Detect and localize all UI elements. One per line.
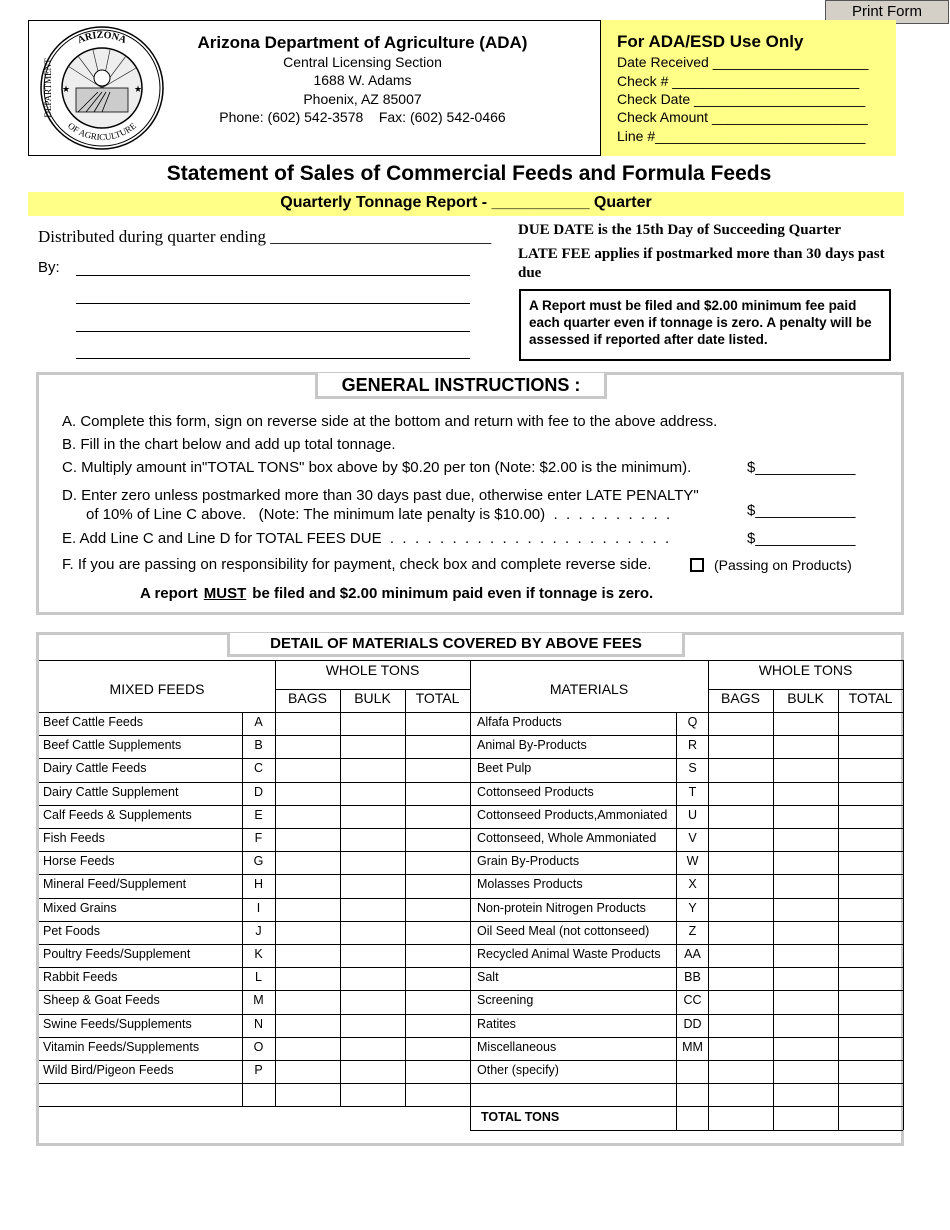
- material-code: V: [688, 831, 697, 845]
- seal-star-icon: ★: [134, 84, 143, 94]
- by-line[interactable]: [76, 331, 470, 332]
- tonnage-input[interactable]: [774, 736, 837, 757]
- mixed-feed-name: Rabbit Feeds: [43, 970, 118, 985]
- mixed-feed-code: E: [254, 807, 263, 822]
- tonnage-input[interactable]: [839, 806, 902, 827]
- material-name: Molasses Products: [477, 877, 583, 892]
- mixed-feed-code: C: [253, 761, 264, 776]
- tonnage-input[interactable]: [406, 991, 469, 1012]
- tonnage-input[interactable]: [709, 736, 772, 757]
- tonnage-input[interactable]: [276, 1061, 339, 1082]
- tonnage-input[interactable]: [774, 922, 837, 943]
- mixed-feed-code: P: [254, 1063, 263, 1077]
- tonnage-input[interactable]: [774, 945, 837, 966]
- tonnage-input[interactable]: [839, 1084, 902, 1105]
- mixed-feed-code: M: [253, 993, 264, 1008]
- by-line[interactable]: [76, 303, 470, 304]
- tonnage-input[interactable]: [774, 1061, 837, 1082]
- material-code: U: [687, 807, 698, 822]
- tonnage-input[interactable]: [709, 713, 772, 734]
- ada-check-number: Check # ________________________: [617, 73, 860, 89]
- tonnage-input[interactable]: [341, 968, 404, 989]
- minimum-fee-notice: A Report must be filed and $2.00 minimum fee paid each quarter even if tonnage is zero. A penalty will be assessed if reported after date listed.: [519, 289, 891, 361]
- tonnage-input[interactable]: [276, 875, 339, 896]
- tonnage-input[interactable]: [709, 783, 772, 804]
- tonnage-input[interactable]: [406, 1038, 469, 1059]
- ada-check-amount: Check Amount ____________________: [617, 109, 868, 125]
- material-name: Beet Pulp: [477, 761, 532, 776]
- tonnage-input[interactable]: [839, 968, 902, 989]
- detail-table-title: DETAIL OF MATERIALS COVERED BY ABOVE FEES: [227, 633, 685, 657]
- tonnage-input[interactable]: [839, 1015, 902, 1036]
- tonnage-input[interactable]: [276, 899, 339, 920]
- total-tons-input[interactable]: [774, 1107, 837, 1128]
- material-name: Animal By-Products: [477, 738, 587, 753]
- mixed-feed-name: Horse Feeds: [43, 854, 115, 869]
- grid-line: [708, 660, 709, 1130]
- mixed-feed-code: F: [254, 831, 263, 845]
- material-name: Cottonseed Products: [477, 784, 594, 799]
- grid-line: [39, 660, 903, 661]
- material-name: Screening: [477, 993, 534, 1008]
- mixed-feed-name: Pet Foods: [43, 923, 100, 938]
- material-code: BB: [684, 970, 701, 985]
- material-code: CC: [683, 993, 702, 1008]
- tonnage-input[interactable]: [276, 1038, 339, 1059]
- tonnage-input[interactable]: [839, 783, 902, 804]
- mixed-feed-code: O: [253, 1039, 264, 1054]
- mixed-feed-name: Dairy Cattle Supplement: [43, 784, 179, 799]
- seal-left-text: DEPARTMENT: [43, 58, 53, 118]
- tonnage-input[interactable]: [406, 968, 469, 989]
- tonnage-input[interactable]: [839, 899, 902, 920]
- tonnage-input[interactable]: [839, 759, 902, 780]
- mixed-feed-code: D: [253, 784, 264, 799]
- mixed-feed-code: B: [254, 738, 263, 753]
- bags-header-left: BAGS: [288, 690, 327, 706]
- material-name: Non-protein Nitrogen Products: [477, 900, 646, 915]
- grid-line: [275, 660, 276, 1106]
- mixed-feed-name: Wild Bird/Pigeon Feeds: [43, 1063, 174, 1077]
- line-d-amount[interactable]: $____________: [747, 502, 856, 519]
- tonnage-input[interactable]: [276, 759, 339, 780]
- tonnage-input[interactable]: [406, 922, 469, 943]
- tonnage-input[interactable]: [774, 968, 837, 989]
- grid-line: [275, 689, 470, 690]
- instruction-c: C. Multiply amount in"TOTAL TONS" box above by $0.20 per ton (Note: $2.00 is the minimum).: [62, 459, 692, 476]
- material-code: S: [688, 761, 697, 776]
- ada-check-date: Check Date ______________________: [617, 91, 866, 107]
- tonnage-input[interactable]: [709, 852, 772, 873]
- instruction-a: A. Complete this form, sign on reverse side at the bottom and return with fee to the above address.: [62, 413, 718, 430]
- material-code: AA: [684, 947, 701, 961]
- material-name: Miscellaneous: [477, 1039, 557, 1054]
- tonnage-input[interactable]: [709, 968, 772, 989]
- tonnage-input[interactable]: [774, 713, 837, 734]
- tonnage-input[interactable]: [839, 945, 902, 966]
- mixed-feed-name: Dairy Cattle Feeds: [43, 761, 147, 776]
- tonnage-input[interactable]: [406, 1015, 469, 1036]
- mixed-feed-code: I: [256, 900, 261, 915]
- mixed-feed-code: N: [253, 1016, 264, 1031]
- grid-line: [676, 712, 677, 1130]
- mixed-feed-code: A: [254, 715, 263, 729]
- passing-on-products-label: (Passing on Products): [714, 557, 852, 573]
- tonnage-input[interactable]: [276, 991, 339, 1012]
- tonnage-input[interactable]: [406, 899, 469, 920]
- total-tons-input[interactable]: [709, 1107, 772, 1128]
- tonnage-input[interactable]: [276, 829, 339, 850]
- tonnage-input[interactable]: [406, 783, 469, 804]
- tonnage-input[interactable]: [341, 759, 404, 780]
- passing-on-products-checkbox[interactable]: [690, 558, 704, 572]
- material-code: DD: [683, 1016, 702, 1031]
- tonnage-input[interactable]: [839, 991, 902, 1012]
- tonnage-input[interactable]: [341, 852, 404, 873]
- tonnage-input[interactable]: [341, 922, 404, 943]
- tonnage-input[interactable]: [774, 875, 837, 896]
- tonnage-input[interactable]: [341, 736, 404, 757]
- must-word: MUST: [203, 585, 247, 602]
- tonnage-input[interactable]: [276, 945, 339, 966]
- tonnage-input[interactable]: [276, 922, 339, 943]
- tonnage-input[interactable]: [341, 875, 404, 896]
- material-code: Y: [688, 900, 697, 915]
- tonnage-input[interactable]: [774, 806, 837, 827]
- tonnage-input[interactable]: [709, 922, 772, 943]
- must-file-notice: [140, 585, 653, 602]
- mixed-feeds-header: MIXED FEEDS: [109, 681, 205, 697]
- material-name: Salt: [477, 970, 499, 985]
- mixed-feed-name: Swine Feeds/Supplements: [43, 1016, 192, 1031]
- tonnage-input[interactable]: [276, 1084, 339, 1105]
- tonnage-input[interactable]: [839, 875, 902, 896]
- tonnage-input[interactable]: [276, 968, 339, 989]
- mixed-feed-name: Calf Feeds & Supplements: [43, 807, 192, 822]
- tonnage-input[interactable]: [341, 1015, 404, 1036]
- instruction-d: D. Enter zero unless postmarked more than 30 days past due, otherwise enter LATE PENALTY": [62, 487, 699, 504]
- tonnage-input[interactable]: [774, 991, 837, 1012]
- tonnage-input[interactable]: [839, 829, 902, 850]
- instructions-title: GENERAL INSTRUCTIONS :: [315, 373, 607, 399]
- mixed-feed-name: Fish Feeds: [43, 831, 105, 845]
- grid-line: [470, 660, 471, 1130]
- tonnage-input[interactable]: [774, 1015, 837, 1036]
- print-form-button[interactable]: Print Form: [825, 0, 949, 24]
- tonnage-input[interactable]: [406, 829, 469, 850]
- by-line[interactable]: [76, 358, 470, 359]
- tonnage-input[interactable]: [774, 852, 837, 873]
- tonnage-input[interactable]: [406, 875, 469, 896]
- tonnage-input[interactable]: [839, 922, 902, 943]
- mixed-feed-name: Mixed Grains: [43, 900, 117, 915]
- grid-line: [708, 689, 903, 690]
- seal-icon: [38, 26, 166, 150]
- tonnage-input[interactable]: [341, 806, 404, 827]
- grid-line: [773, 689, 774, 1130]
- tonnage-input[interactable]: [406, 713, 469, 734]
- bulk-header-left: BULK: [354, 690, 391, 706]
- tonnage-input[interactable]: [276, 806, 339, 827]
- material-name: Recycled Animal Waste Products: [477, 947, 661, 961]
- tonnage-input[interactable]: [774, 1084, 837, 1105]
- seal-bottom-text: OF AGRICULTURE: [65, 120, 139, 143]
- tonnage-input[interactable]: [774, 899, 837, 920]
- grid-line: [838, 689, 839, 1130]
- tonnage-input[interactable]: [341, 1084, 404, 1105]
- tonnage-input[interactable]: [341, 899, 404, 920]
- due-date-note: DUE DATE is the 15th Day of Succeeding Quarter: [518, 222, 842, 238]
- tonnage-input[interactable]: [709, 829, 772, 850]
- ada-line-number: Line #___________________________: [617, 128, 866, 144]
- material-code: X: [688, 877, 697, 892]
- tonnage-input[interactable]: [839, 852, 902, 873]
- grid-line: [903, 660, 904, 1130]
- tonnage-input[interactable]: [709, 945, 772, 966]
- tonnage-input[interactable]: [276, 1015, 339, 1036]
- tonnage-input[interactable]: [341, 945, 404, 966]
- material-name: Other (specify): [477, 1063, 559, 1077]
- tonnage-input[interactable]: [341, 1061, 404, 1082]
- material-code: T: [688, 784, 697, 799]
- tonnage-input[interactable]: [709, 1015, 772, 1036]
- material-code: Q: [687, 715, 698, 729]
- agency-name: Arizona Department of Agriculture (ADA): [197, 33, 528, 52]
- whole-tons-header-right: WHOLE TONS: [758, 662, 853, 678]
- agency-street: 1688 W. Adams: [313, 72, 412, 88]
- tonnage-input[interactable]: [709, 1084, 772, 1105]
- distributed-quarter-field[interactable]: Distributed during quarter ending __________________________: [38, 227, 492, 246]
- tonnage-input[interactable]: [276, 852, 339, 873]
- tonnage-input[interactable]: [406, 1061, 469, 1082]
- mixed-feed-code: J: [255, 923, 262, 938]
- tonnage-input[interactable]: [406, 736, 469, 757]
- material-name: Cottonseed, Whole Ammoniated: [477, 831, 657, 845]
- tonnage-input[interactable]: [276, 736, 339, 757]
- mixed-feed-name: Vitamin Feeds/Supplements: [43, 1039, 200, 1054]
- grid-line: [470, 1130, 903, 1131]
- mixed-feed-code: G: [253, 854, 264, 869]
- must-after: be filed and $2.00 minimum paid even if tonnage is zero.: [252, 585, 654, 602]
- tonnage-input[interactable]: [774, 783, 837, 804]
- tonnage-input[interactable]: [276, 783, 339, 804]
- late-fee-note: LATE FEE applies if postmarked more than 30 days past due: [518, 246, 885, 281]
- instruction-b: B. Fill in the chart below and add up total tonnage.: [62, 436, 396, 453]
- tonnage-input[interactable]: [709, 991, 772, 1012]
- line-c-amount[interactable]: $____________: [747, 459, 856, 476]
- tonnage-input[interactable]: [839, 713, 902, 734]
- instruction-e: E. Add Line C and Line D for TOTAL FEES DUE . . . . . . . . . . . . . . . . . . . . . . .: [62, 530, 670, 547]
- material-code: Z: [688, 923, 697, 938]
- mixed-feed-name: Mineral Feed/Supplement: [43, 877, 187, 892]
- tonnage-input[interactable]: [406, 852, 469, 873]
- tonnage-input[interactable]: [276, 713, 339, 734]
- tonnage-input[interactable]: [341, 991, 404, 1012]
- tonnage-input[interactable]: [774, 829, 837, 850]
- mixed-feed-name: Beef Cattle Supplements: [43, 738, 182, 753]
- tonnage-input[interactable]: [774, 1038, 837, 1059]
- material-name: Oil Seed Meal (not cottonseed): [477, 923, 650, 938]
- tonnage-input[interactable]: [709, 899, 772, 920]
- must-before: A report: [140, 585, 198, 602]
- material-code: R: [687, 738, 698, 753]
- tonnage-input[interactable]: [341, 713, 404, 734]
- by-label: By:: [38, 259, 60, 276]
- ada-date-received: Date Received ____________________: [617, 54, 869, 70]
- instruction-d-continued: of 10% of Line C above. (Note: The minimum late penalty is $10.00) . . . . . . . . . .: [86, 506, 671, 523]
- material-name: Cottonseed Products,Ammoniated: [477, 807, 668, 822]
- mixed-feed-code: H: [253, 877, 264, 892]
- instruction-f: F. If you are passing on responsibility for payment, check box and complete reverse side.: [62, 556, 652, 573]
- total-tons-input[interactable]: [839, 1107, 902, 1128]
- mixed-feed-name: Poultry Feeds/Supplement: [43, 947, 191, 961]
- tonnage-input[interactable]: [709, 1061, 772, 1082]
- tonnage-input[interactable]: [839, 736, 902, 757]
- tonnage-input[interactable]: [839, 1061, 902, 1082]
- agency-section: Central Licensing Section: [283, 54, 442, 70]
- mixed-feed-code: K: [254, 947, 263, 961]
- material-name: Alfafa Products: [477, 715, 562, 729]
- total-header-right: TOTAL: [848, 690, 893, 706]
- tonnage-input[interactable]: [341, 829, 404, 850]
- material-name: Grain By-Products: [477, 854, 580, 869]
- by-line[interactable]: [76, 275, 470, 276]
- seal-star-icon: ★: [62, 84, 71, 94]
- quarterly-report-label[interactable]: Quarterly Tonnage Report - ___________ Quarter: [280, 194, 652, 211]
- seal-top-text: ARIZONA: [76, 29, 128, 47]
- grid-line: [405, 689, 406, 1106]
- tonnage-input[interactable]: [709, 759, 772, 780]
- grid-line: [39, 1106, 470, 1107]
- bulk-header-right: BULK: [787, 690, 824, 706]
- bags-header-right: BAGS: [721, 690, 760, 706]
- materials-header: MATERIALS: [549, 681, 629, 697]
- material-code: W: [686, 854, 699, 869]
- mixed-feed-code: L: [255, 970, 262, 985]
- mixed-feed-name: Beef Cattle Feeds: [43, 715, 144, 729]
- tonnage-input[interactable]: [709, 1038, 772, 1059]
- grid-line: [242, 712, 243, 1106]
- material-code: MM: [682, 1039, 703, 1054]
- tonnage-input[interactable]: [406, 759, 469, 780]
- whole-tons-header-left: WHOLE TONS: [325, 662, 420, 678]
- tonnage-input[interactable]: [406, 1084, 469, 1105]
- tonnage-input[interactable]: [406, 945, 469, 966]
- total-tons-label: TOTAL TONS: [481, 1110, 560, 1124]
- tonnage-input[interactable]: [341, 1038, 404, 1059]
- tonnage-input[interactable]: [709, 806, 772, 827]
- page-title: Statement of Sales of Commercial Feeds and Formula Feeds: [166, 162, 772, 185]
- agency-phone-fax: Phone: (602) 542-3578 Fax: (602) 542-0466: [219, 109, 506, 125]
- ada-use-title: For ADA/ESD Use Only: [617, 32, 804, 51]
- grid-line: [340, 689, 341, 1106]
- tonnage-input[interactable]: [341, 783, 404, 804]
- tonnage-input[interactable]: [406, 806, 469, 827]
- mixed-feed-name: Sheep & Goat Feeds: [43, 993, 160, 1008]
- total-header-left: TOTAL: [415, 690, 460, 706]
- material-name: Ratites: [477, 1016, 516, 1031]
- tonnage-input[interactable]: [774, 759, 837, 780]
- tonnage-input[interactable]: [709, 875, 772, 896]
- agency-city: Phoenix, AZ 85007: [303, 91, 422, 107]
- tonnage-input[interactable]: [839, 1038, 902, 1059]
- line-e-amount[interactable]: $____________: [747, 530, 856, 547]
